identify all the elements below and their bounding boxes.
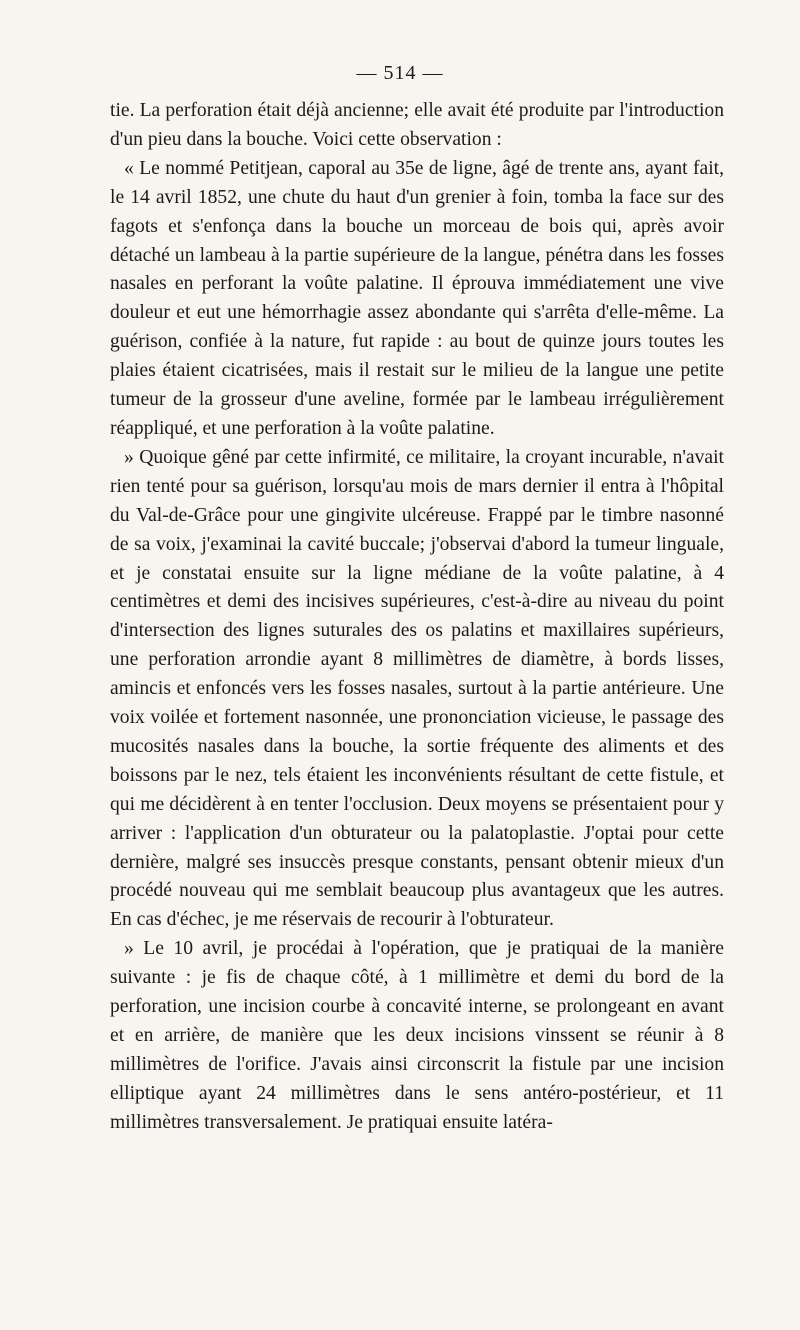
page-number: — 514 — [356,62,444,84]
paragraph-operation: » Le 10 avril, je procédai à l'opération, que je pratiquai de la manière suivante : je fis de chaque côté, à 1 millimètre et demi du bord de la perforation, une incision courbe à concavité interne, se prolongeant en avant et en arrière, de manière que les deux incisions vinssent se réunir à 8 millimètres de l'orifice. J'avais ainsi circonscrit la fistule par une incision elliptique ayant 24 millimètres dans le sens antéro-postérieur, et 11 millimètres transversalement. Je pratiquai ensuite latéra- [110,938,724,1133]
paragraph-examination: » Quoique gêné par cette infirmité, ce militaire, la croyant incurable, n'avait rien tenté pour sa guérison, lorsqu'au mois de mars dernier il entra à l'hôpital du Val-de-Grâce pour une gingivite ulcéreuse. Frappé par le timbre nasonné de sa voix, j'examinai la cavité buccale; j'observai d'abord la tumeur linguale, et je constatai ensuite sur la ligne médiane de la voûte palatine, à 4 centimètres et demi des incisives supérieures, c'est-à-dire au niveau du point d'intersection des lignes suturales des os palatins et maxillaires supérieurs, une perforation arrondie ayant 8 millimètres de diamètre, à bords lisses, amincis et enfoncés vers les fosses nasales, surtout à la partie antérieure. Une voix voilée et fortement nasonnée, une prononciation vicieuse, le passage des mucosités nasales dans la bouche, la sortie fréquente des aliments et des boissons par le nez, tels étaient les inconvénients résultant de cette fistule, et qui me décidèrent à en tenter l'occlusion. Deux moyens se présentaient pour y arriver : l'application d'un obturateur ou la palatoplastie. J'optai pour cette dernière, malgré ses insuccès presque constants, pensant obtenir mieux d'un procédé nouveau qui me semblait beaucoup plus avantageux que les autres. En cas d'échec, je me réservais de recourir à l'obturateur. [110,446,724,931]
paragraph-case-history: « Le nommé Petitjean, caporal au 35e de ligne, âgé de trente ans, ayant fait, le 14 avril 1852, une chute du haut d'un grenier à foin, tomba la face sur des fagots et s'enfonça dans la bouche un morceau de bois qui, après avoir détaché un lambeau à la partie supérieure de la langue, pénétra dans les fosses nasales en perforant la voûte palatine. Il éprouva immédiatement une vive douleur et eut une hémorrhagie assez abondante qui s'arrêta d'elle-même. La guérison, confiée à la nature, fut rapide : au bout de quinze jours toutes les plaies étaient cicatrisées, mais il restait sur le milieu de la langue une petite tumeur de la grosseur d'une aveline, formée par le lambeau irrégulièrement réappliqué, et une perforation à la voûte palatine. [110,157,724,439]
paragraph-continuation: tie. La perforation était déjà ancienne; elle avait été produite par l'introduction d'un pieu dans la bouche. Voici cette observation : [110,100,724,150]
body-text [110,97,724,1138]
